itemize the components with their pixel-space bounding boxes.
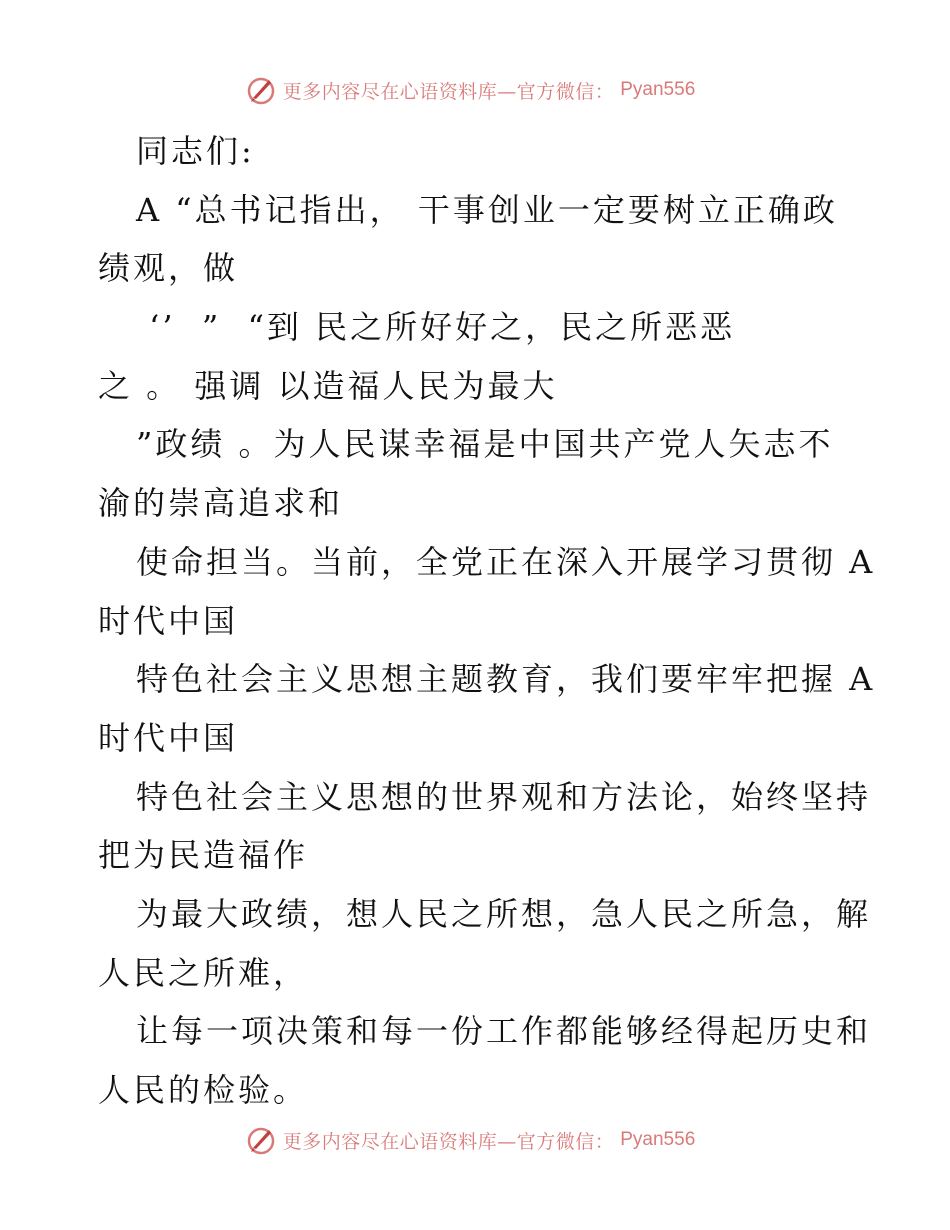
text-line: 之 。 强调 以造福人民为最大	[98, 366, 558, 405]
text-line: 绩观，做	[98, 249, 239, 288]
text-line: 把为民造福作	[98, 836, 309, 875]
watermark-contact: Pyan556	[620, 1129, 696, 1150]
text-line: 时代中国	[98, 718, 239, 757]
text-line: A “总书记指出， 干事创业一定要树立正确政	[136, 190, 838, 229]
text-line: 时代中国	[98, 601, 239, 640]
header-watermark	[0, 70, 950, 110]
text-line: ‘’ ” “到 民之所好好之，民之所恶恶	[136, 308, 736, 347]
text-line: 特色社会主义思想的世界观和方法论，始终坚持	[136, 777, 872, 816]
text-line: 人民的检验。	[98, 1071, 309, 1109]
text-line: 使命担当。当前，全党正在深入开展学习贯彻 A	[136, 542, 876, 581]
quill-logo-icon	[245, 1124, 277, 1156]
watermark-contact: Pyan556	[620, 79, 696, 100]
text-line: ”政绩 。为人民谋幸福是中国共产党人矢志不	[136, 425, 834, 464]
text-line: 特色社会主义思想主题教育，我们要牢牢把握 A	[136, 660, 876, 699]
watermark-content	[245, 1124, 696, 1156]
watermark-content	[245, 74, 696, 106]
watermark-text: 更多内容尽在心语资料库—官方微信：	[282, 1130, 615, 1153]
quill-logo-icon	[245, 74, 277, 106]
text-line: 人民之所难，	[98, 953, 309, 992]
watermark-text: 更多内容尽在心语资料库—官方微信：	[282, 80, 615, 103]
text-line: 渝的崇高追求和	[98, 484, 344, 523]
text-line: 同志们:	[136, 132, 255, 170]
document-body	[98, 122, 876, 1120]
text-line: 为最大政绩，想人民之所想，急人民之所急，解	[136, 894, 872, 933]
text-line: 让每一项决策和每一份工作都能够经得起历史和	[136, 1012, 872, 1051]
footer-watermark	[0, 1120, 950, 1160]
